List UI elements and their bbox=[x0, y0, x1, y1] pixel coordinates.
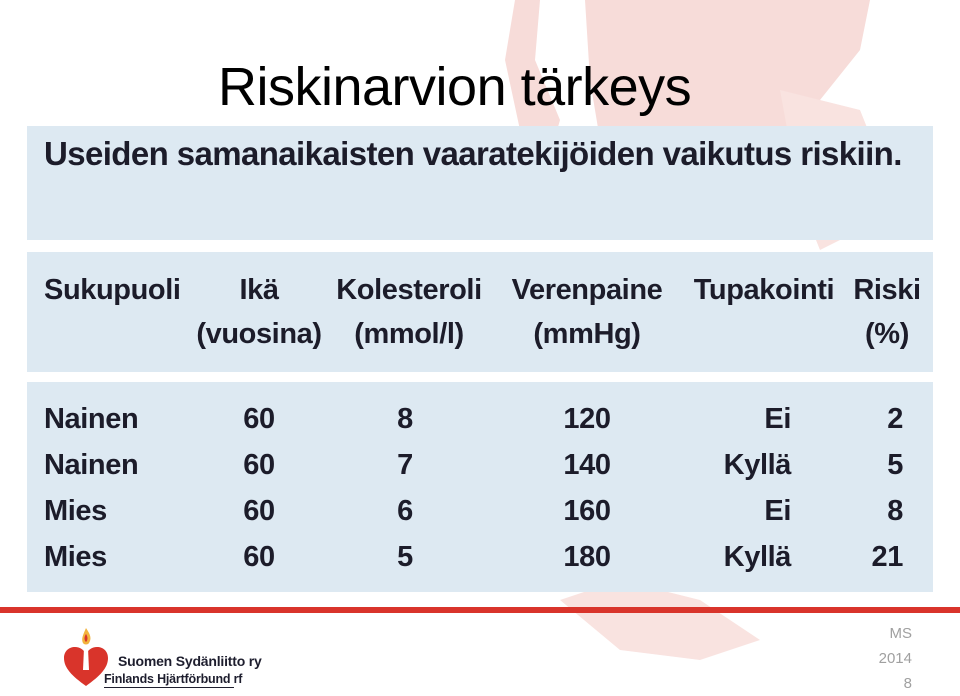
footer-divider bbox=[0, 607, 960, 613]
table-cell: Mies bbox=[44, 541, 107, 573]
table-cell: 180 bbox=[563, 541, 611, 573]
header-riski: Riski (%) bbox=[853, 274, 921, 350]
table-cell: 2 bbox=[887, 403, 903, 435]
table-cell: 8 bbox=[397, 403, 413, 435]
table-cell: Ei bbox=[764, 403, 791, 435]
header-ika: Ikä (vuosina) bbox=[196, 274, 322, 350]
header-sukupuoli: Sukupuoli bbox=[44, 274, 181, 306]
table-cell: 60 bbox=[243, 541, 275, 573]
table-cell: 60 bbox=[243, 403, 275, 435]
table-cell: Kyllä bbox=[723, 541, 791, 573]
table-body-panel bbox=[27, 382, 933, 592]
logo-text-finnish: Suomen Sydänliitto ry bbox=[118, 653, 262, 669]
table-caption: Useiden samanaikaisten vaaratekijöiden vaikutus riskiin. bbox=[44, 135, 902, 172]
table-cell: Mies bbox=[44, 495, 107, 527]
table-cell: 6 bbox=[397, 495, 413, 527]
table-cell: Kyllä bbox=[723, 449, 791, 481]
sydanliitto-logo bbox=[62, 626, 262, 688]
table-cell: 160 bbox=[563, 495, 611, 527]
footer-year: 2014 bbox=[878, 650, 912, 667]
heart-torch-icon bbox=[62, 626, 110, 688]
table-cell: 8 bbox=[887, 495, 903, 527]
header-kolesteroli: Kolesteroli (mmol/l) bbox=[336, 274, 482, 350]
table-cell: Nainen bbox=[44, 449, 139, 481]
table-cell: 120 bbox=[563, 403, 611, 435]
table-cell: 60 bbox=[243, 495, 275, 527]
footer-meta bbox=[879, 621, 912, 696]
page-number: 8 bbox=[903, 675, 912, 692]
table-cell: 140 bbox=[563, 449, 611, 481]
table-cell: Ei bbox=[764, 495, 791, 527]
table-header-panel bbox=[27, 252, 933, 372]
table-caption-panel bbox=[27, 126, 933, 240]
header-tupakointi: Tupakointi bbox=[693, 274, 835, 306]
table-cell: 21 bbox=[871, 541, 903, 573]
table-cell: 5 bbox=[397, 541, 413, 573]
logo-underline bbox=[104, 687, 234, 688]
header-verenpaine: Verenpaine (mmHg) bbox=[511, 274, 663, 350]
table-cell: 5 bbox=[887, 449, 903, 481]
author-initials: MS bbox=[889, 625, 912, 642]
table-cell: Nainen bbox=[44, 403, 139, 435]
logo-text-swedish: Finlands Hjärtförbund rf bbox=[104, 672, 243, 686]
table-cell: 7 bbox=[397, 449, 413, 481]
risk-table bbox=[27, 126, 933, 592]
table-cell: 60 bbox=[243, 449, 275, 481]
slide-title: Riskinarvion tärkeys bbox=[218, 57, 692, 117]
